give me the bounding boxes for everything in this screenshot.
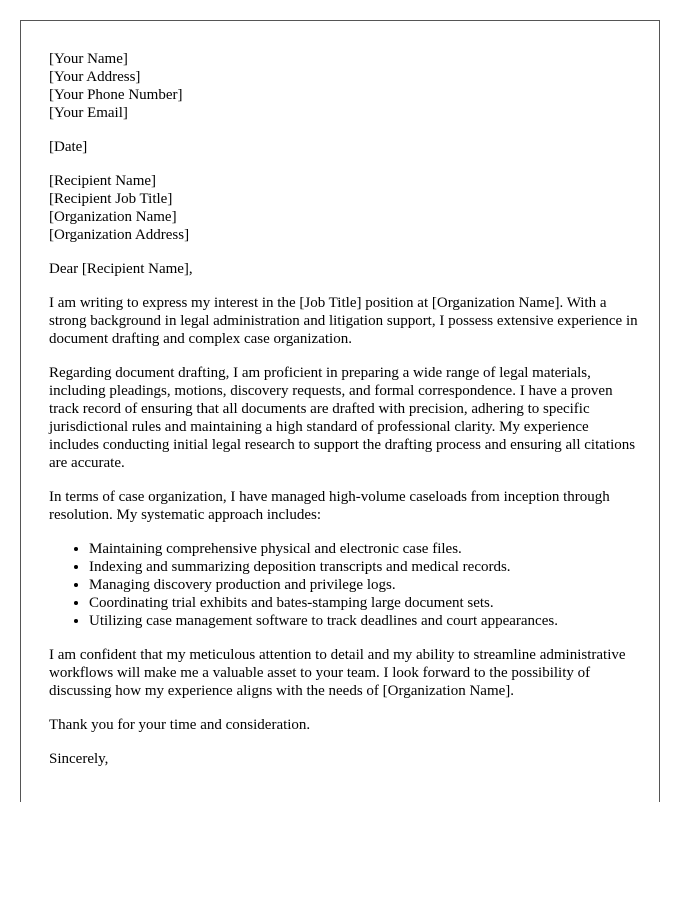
salutation: Dear [Recipient Name],: [49, 261, 193, 277]
sender-phone: [Your Phone Number]: [49, 87, 183, 103]
recipient-address: [Organization Address]: [49, 227, 190, 243]
skills-list: [49, 540, 639, 630]
intro-paragraph: I am writing to express my interest in the [Job Title] position at [Organization Name]. With a strong background in legal administration and litigation support, I possess extensive experience in document drafting and complex case organization.: [49, 295, 638, 347]
sender-address: [Your Address]: [49, 69, 141, 85]
closing-paragraph: I am confident that my meticulous attention to detail and my ability to streamline administrative workflows will make me a valuable asset to your team. I look forward to the possibility of discussing how my experience aligns with the needs of [Organization Name].: [49, 647, 626, 699]
list-item: • Utilizing case management software to track deadlines and court appearances.: [89, 612, 639, 630]
sender-name: [Your Name]: [49, 51, 128, 67]
signoff: Sincerely,: [49, 751, 109, 767]
organization-paragraph: In terms of case organization, I have managed high-volume caseloads from inception through resolution. My systematic approach includes:: [49, 489, 610, 523]
list-item: • Indexing and summarizing deposition transcripts and medical records.: [89, 558, 639, 576]
sender-block: [49, 50, 639, 122]
recipient-organization: [Organization Name]: [49, 209, 177, 225]
letter-page: [20, 20, 660, 802]
drafting-paragraph: Regarding document drafting, I am proficient in preparing a wide range of legal materials, including pleadings, motions, discovery requests, and formal correspondence. I have a proven track record of ensuring that all documents are drafted with precision, adhering to specific jurisdictional rules and maintaining a high standard of professional clarity. My experience includes conducting initial legal research to support the drafting process and ensuring all citations are accurate.: [49, 365, 636, 471]
list-item: • Coordinating trial exhibits and bates-stamping large document sets.: [89, 594, 639, 612]
sender-email: [Your Email]: [49, 105, 128, 121]
list-item: • Maintaining comprehensive physical and electronic case files.: [89, 540, 639, 558]
recipient-name: [Recipient Name]: [49, 173, 157, 189]
list-item: • Managing discovery production and privilege logs.: [89, 576, 639, 594]
letter-body: [49, 50, 639, 784]
letter-date: [Date]: [49, 139, 88, 155]
thanks-line: Thank you for your time and consideration.: [49, 717, 311, 733]
recipient-job-title: [Recipient Job Title]: [49, 191, 173, 207]
recipient-block: [49, 172, 639, 244]
